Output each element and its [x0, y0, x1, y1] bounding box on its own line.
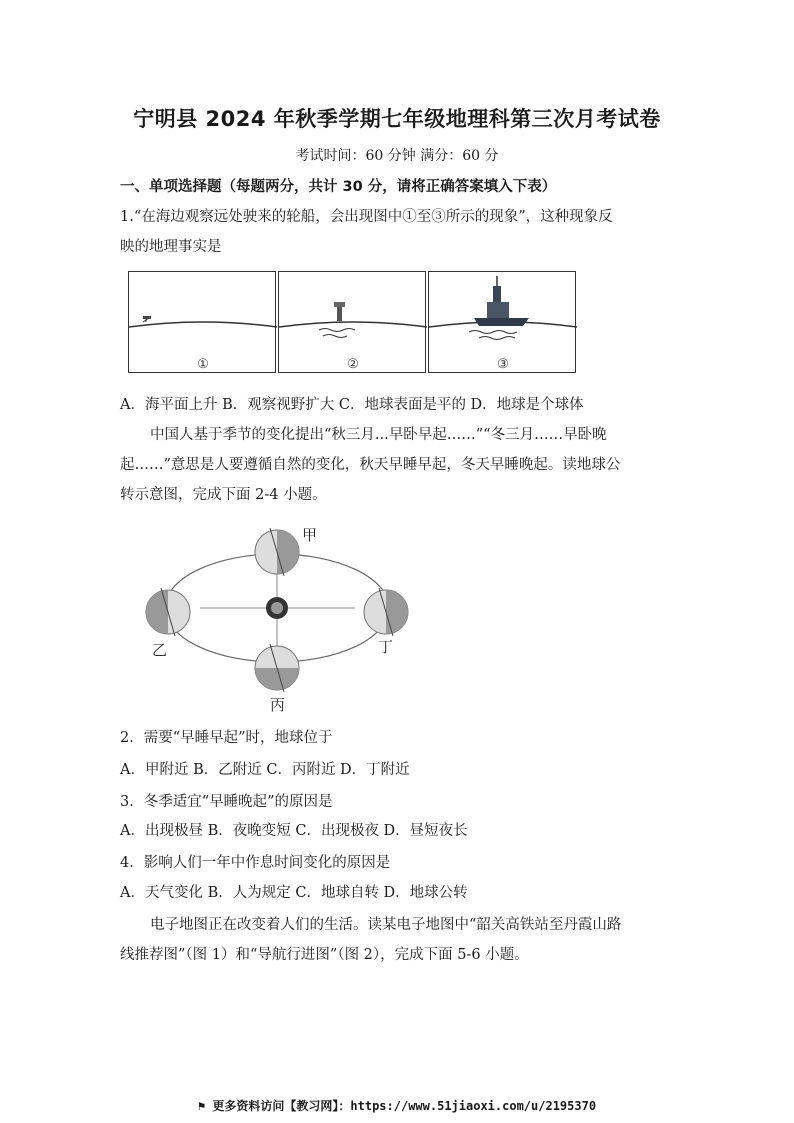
earth-bing	[255, 644, 299, 692]
passage1-line3: 转示意图，完成下面 2-4 小题。	[120, 487, 327, 503]
ship-panel-1	[128, 271, 276, 373]
q2-options: A．甲附近 B．乙附近 C．丙附近 D．丁附近	[120, 762, 410, 778]
earth-ding	[364, 588, 408, 636]
section-heading: 一、单项选择题（每题两分，共计 30 分，请将正确答案填入下表）	[120, 179, 557, 195]
exam-subtitle: 考试时间：60 分钟 满分：60 分	[295, 148, 499, 164]
flag-icon: ⚑	[197, 1099, 213, 1113]
panel-label-1: ①	[197, 357, 209, 372]
earth-yi	[146, 588, 190, 636]
q1-stem-line1: 1.“在海边观察远处驶来的轮船，会出现图中①至③所示的现象”，这种现象反	[120, 209, 613, 225]
passage1-line1: 中国人基于季节的变化提出“秋三月...早卧早起……”“冬三月……早卧晚	[150, 427, 607, 443]
q1-stem-line2: 映的地理事实是	[120, 239, 222, 255]
label-yi: 乙	[152, 641, 168, 659]
ship-panel-3	[428, 271, 576, 373]
panel-label-3: ③	[497, 357, 509, 372]
q3-options: A．出现极昼 B．夜晚变短 C．出现极夜 D．昼短夜长	[120, 823, 468, 839]
ship-horizon-figure	[128, 271, 578, 375]
label-jia: 甲	[302, 526, 318, 544]
panel-label-2: ②	[347, 357, 359, 372]
passage2-line2: 线推荐图”（图 1）和“导航行进图”（图 2），完成下面 5-6 小题。	[120, 947, 529, 963]
earth-jia	[255, 528, 299, 576]
earth-orbit-diagram	[140, 520, 430, 715]
footer-text: 更多资料访问【教习网】：https://www.51jiaoxi.com/u/2195370	[212, 1099, 597, 1113]
passage2-line1: 电子地图正在改变着人们的生活。读某电子地图中“韶关高铁站至丹霞山路	[150, 917, 622, 933]
q3-stem: 3．冬季适宜“早睡晚起”的原因是	[120, 794, 333, 810]
footer-link[interactable]	[0, 1097, 794, 1114]
label-ding: 丁	[378, 638, 394, 656]
passage1-line2: 起……”意思是人要遵循自然的变化，秋天早睡早起，冬天早睡晚起。读地球公	[120, 457, 621, 473]
q2-stem: 2．需要“早睡早起”时，地球位于	[120, 730, 333, 746]
exam-title: 宁明县 2024 年秋季学期七年级地理科第三次月考试卷	[133, 107, 661, 131]
label-bing: 丙	[270, 696, 286, 714]
q4-stem: 4．影响人们一年中作息时间变化的原因是	[120, 855, 391, 871]
q1-options: A．海平面上升 B．观察视野扩大 C．地球表面是平的 D．地球是个球体	[120, 397, 584, 413]
ship-panel-2	[278, 271, 426, 373]
q4-options: A．天气变化 B．人为规定 C．地球自转 D．地球公转	[120, 885, 468, 901]
